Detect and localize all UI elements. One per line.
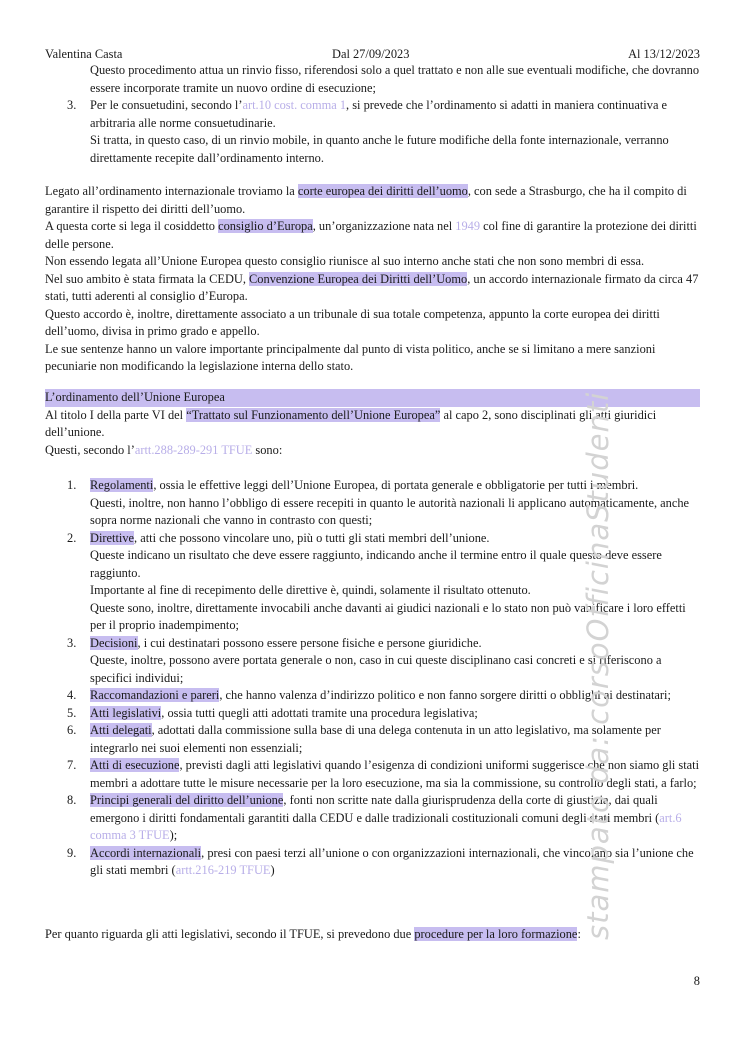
list-item-text: Accordi internazionali, presi con paesi terzi all’unione o con organizzazioni internazionali, che vincolano sia l’unione che gli stati membri (artt.216-219 TFUE) [90, 845, 694, 877]
watermark: stampato da: corsoOfficinaStudenti [581, 391, 615, 940]
page-header [45, 46, 700, 62]
header-date-from: Dal 27/09/2023 [332, 47, 410, 61]
highlight: Direttive [90, 530, 135, 545]
paragraph: Non essendo legata all’Unione Europea questo consiglio riunisce al suo interno anche stati che non sono membri di essa. [45, 254, 645, 268]
cedu-section [45, 183, 700, 376]
list-item-text: Regolamenti, ossia le effettive leggi dell’Unione Europea, di portata generale e obbligatorie per tutti i membri. [90, 478, 639, 492]
header-date-to: Al 13/12/2023 [628, 47, 700, 61]
highlight: Atti legislativi [90, 705, 162, 720]
highlight: Atti delegati [90, 723, 152, 737]
list-number: 8. [67, 793, 77, 807]
list-item [45, 97, 700, 167]
highlight: procedure per la loro formazione [414, 927, 578, 941]
list-item-text: Raccomandazioni e pareri, che hanno valenza d’indirizzo politico e non fanno sorgere diritti o obblighi ai destinatari; [90, 688, 671, 702]
list-item-text: Atti delegati, adottati dalla commissione sulla base di una delega contenuta in un atto legislativo, ma solamente per integrarlo nei suoi elementi non essenziali; [90, 723, 661, 755]
list-number: 4. [67, 688, 77, 702]
top-section [45, 62, 700, 167]
list-item-extra: Queste sono, inoltre, direttamente invocabili anche davanti ai giudici nazionali e lo stato non può vanificare i loro effetti per il proprio inadempimento; [90, 600, 686, 632]
list-number: 1. [67, 478, 77, 492]
paragraph: Questo procedimento attua un rinvio fisso, riferendosi solo a quel trattato e non alle sue eventuali modifiche, che dovranno essere incorporate tramite un nuovo ordine di esecuzione; [90, 63, 700, 95]
paragraph: Le sue sentenze hanno un valore importante principalmente dal punto di vista politico, anche se si limitano a mere sanzioni pecuniarie non modificando la legislazione interna dello stato. [45, 341, 656, 373]
law-reference: 1949 [455, 219, 481, 233]
law-reference: artt.216-219 TFUE [175, 863, 271, 877]
highlight: Atti di esecuzione [90, 758, 180, 772]
highlight: Principi generali del diritto dell’unione [90, 793, 284, 807]
highlight: Regolamenti [90, 478, 154, 492]
list-number: 3. [67, 98, 77, 112]
paragraph: Questi, secondo l’artt.288-289-291 TFUE sono: [45, 442, 283, 457]
paragraph: Nel suo ambito è stata firmata la CEDU, Convenzione Europea dei Diritti dell’Uomo, un accordo internazionale firmato da circa 47 stati, tutti aderenti al consiglio d’Europa. [45, 271, 699, 303]
list-number: 3. [67, 635, 77, 650]
list-item-text: Principi generali del diritto dell’unione, fonti non scritte nate dalla giurisprudenza della corte di giustizia, dai quali emergono i diritti fondamentali garantiti dalla CEDU e dalle tradizionali costituzionali comuni degli stati membri (art.6 comma 3 TFUE); [90, 793, 682, 842]
highlight: Decisioni [90, 635, 138, 650]
paragraph: Questo accordo è, inoltre, direttamente associato a un tribunale di sua totale competenza, appunto la corte europea dei diritti dell’uomo, divisa in primo grado e appello. [45, 306, 660, 338]
list-item-extra: Questi, inoltre, non hanno l’obbligo di essere recepiti in quanto le autorità nazionali li applicano automaticamente, anche sopra norme nazionali che vanno in contrasto con questi; [90, 495, 690, 527]
paragraph: A questa corte si lega il cosiddetto consiglio d’Europa, un’organizzazione nata nel 1949 col fine di garantire la protezione dei diritti delle persone. [45, 219, 697, 251]
list-item-extra: Importante al fine di recepimento delle direttive è, quindi, solamente il risultato ottenuto. [90, 583, 531, 597]
highlight: Raccomandazioni e pareri [90, 688, 220, 702]
list-item-text: Direttive, atti che possono vincolare uno, più o tutti gli stati membri dell’unione. [90, 530, 490, 545]
list-number: 5. [67, 705, 77, 720]
law-reference: art.10 cost. comma 1 [242, 98, 347, 112]
list-item-text: Atti legislativi, ossia tutti quegli atti adottati tramite una procedura legislativa; [90, 705, 478, 720]
highlight: consiglio d’Europa [218, 219, 313, 233]
paragraph: Legato all’ordinamento internazionale troviamo la corte europea dei diritti dell’uomo, con sede a Strasburgo, che ha il compito di garantire il rispetto dei diritti dell’uomo. [45, 184, 687, 216]
highlight: “Trattato sul Funzionamento dell’Unione Europea” [186, 407, 441, 422]
highlight: Convenzione Europea dei Diritti dell’Uomo [249, 271, 468, 286]
list-item-extra: Queste, inoltre, possono avere portata generale o non, caso in cui queste disciplinano casi concreti e si riferiscono a specifici individui; [90, 653, 662, 685]
list-number: 6. [67, 723, 77, 737]
list-number: 7. [67, 758, 77, 772]
list-item-text: Per le consuetudini, secondo l’art.10 cost. comma 1, si prevede che l’ordinamento si adatti in maniera continuativa e arbitraria alle norme consuetudinarie. [90, 98, 668, 130]
list-number: 2. [67, 530, 77, 545]
list-item-extra: Queste indicano un risultato che deve essere raggiunto, indicando anche il termine entro il quale questo deve essere raggiunto. [90, 548, 662, 580]
continued-list [45, 97, 700, 167]
law-reference: artt.288-289-291 TFUE [134, 442, 253, 457]
page-number: 8 [693, 974, 700, 988]
list-item-text: Atti di esecuzione, previsti dagli atti legislativi quando l’esigenza di condizioni uniformi suggerisce che non siamo gli stati membri a adottare tutte le misure necessarie per la loro esecuzione, ma sia la commissione, su controllo degli stati, a farlo; [90, 758, 700, 790]
law-reference: art.6 comma 3 TFUE [90, 810, 682, 842]
paragraph: Per quanto riguarda gli atti legislativi, secondo il TFUE, si prevedono due procedure per la loro formazione: [45, 927, 581, 941]
paragraph: Al titolo I della parte VI del “Trattato sul Funzionamento dell’Unione Europea” al capo 2, sono disciplinati gli atti giuridici dell’unione. [45, 407, 657, 439]
list-number: 9. [67, 845, 77, 860]
header-author: Valentina Casta [45, 47, 123, 61]
list-item-text: Decisioni, i cui destinatari possono essere persone fisiche e persone giuridiche. [90, 635, 482, 650]
highlight: corte europea dei diritti dell’uomo [297, 184, 468, 198]
list-item-extra: Si tratta, in questo caso, di un rinvio mobile, in quanto anche le future modifiche della fonte internazionale, verranno direttamente recepite dall’ordinamento interno. [90, 133, 669, 165]
section-title: L’ordinamento dell’Unione Europea [45, 389, 700, 407]
highlight: Accordi internazionali [90, 845, 202, 860]
